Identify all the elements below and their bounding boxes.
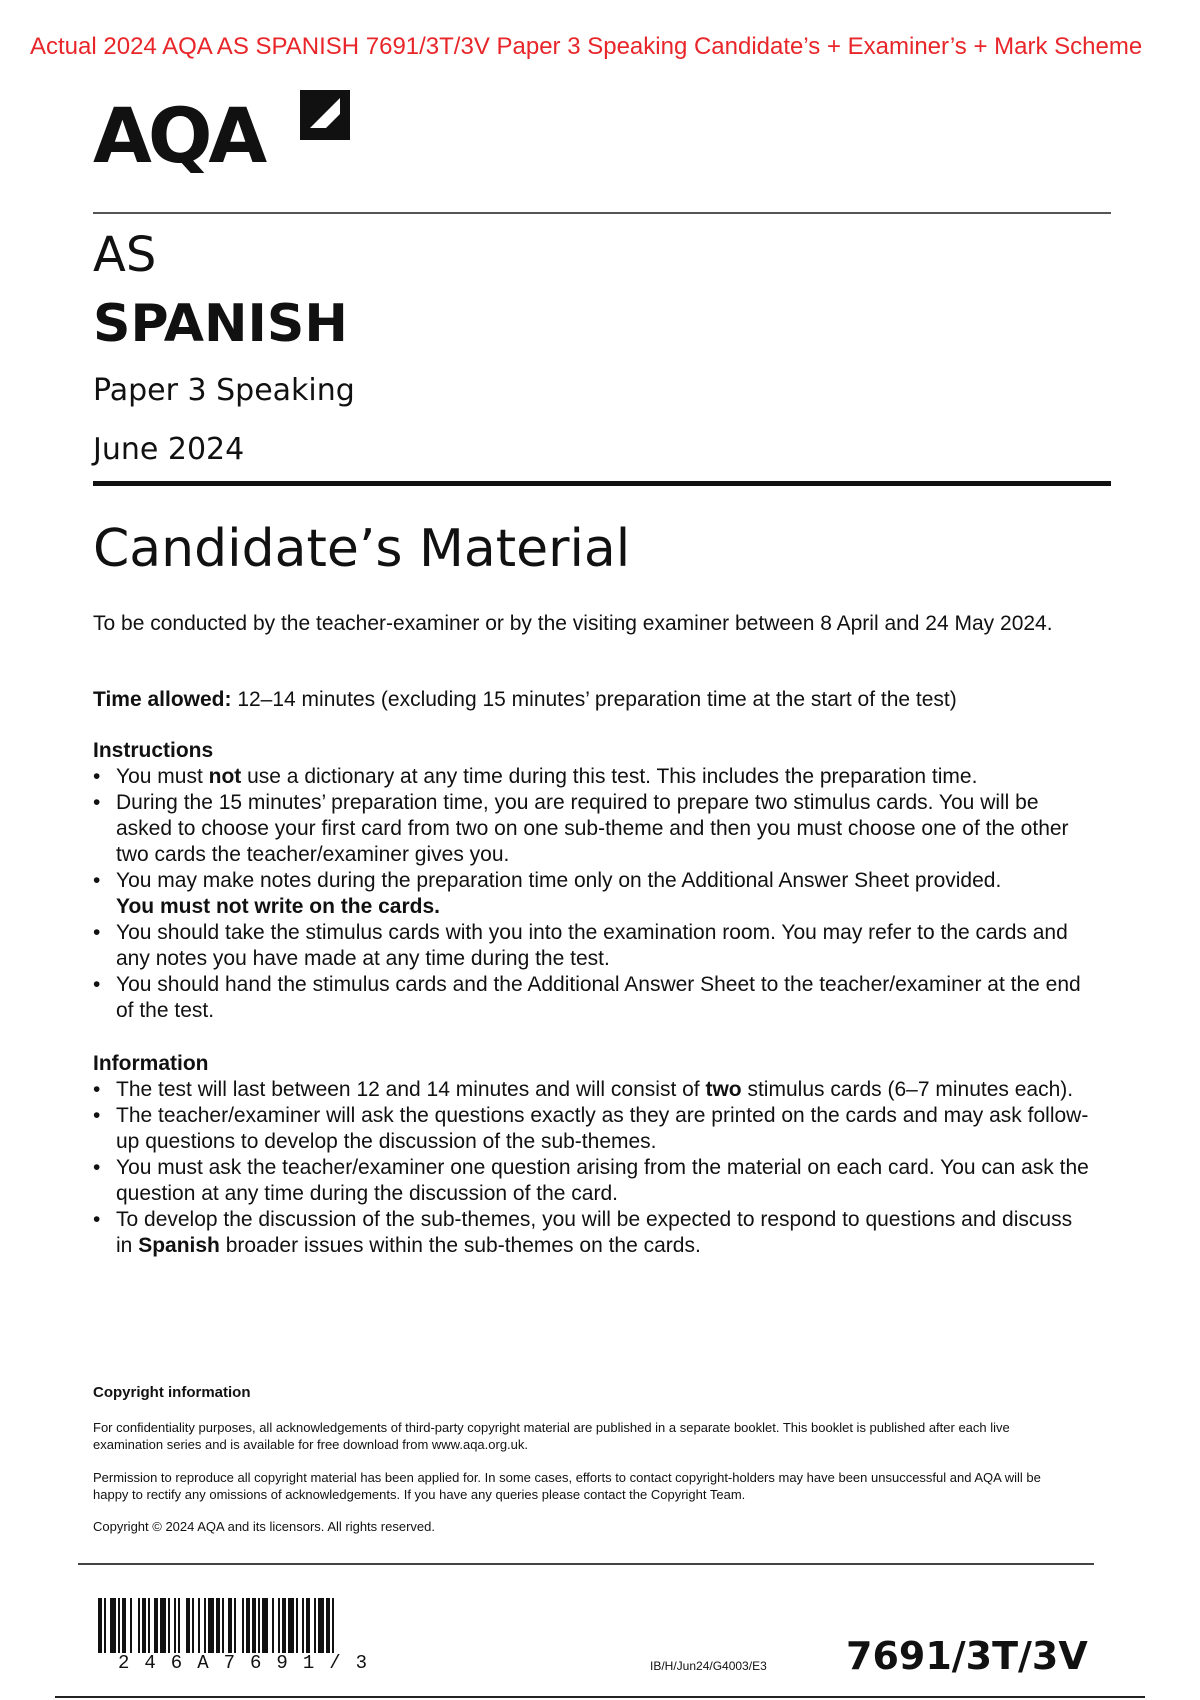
- barcode-bar: [98, 1598, 102, 1653]
- information-emphasis: two: [705, 1078, 742, 1101]
- barcode-bar: [288, 1598, 294, 1653]
- page-bottom-rule: [55, 1696, 1145, 1698]
- barcode-bar: [160, 1598, 166, 1653]
- information-text: stimulus cards (6–7 minutes each).: [741, 1078, 1074, 1101]
- barcode-bar: [246, 1598, 250, 1653]
- aqa-logo-text: AQA: [93, 91, 264, 180]
- information-text: To develop the discussion of the sub-themes, you will be expected to respond to questions and discuss in: [116, 1208, 1073, 1257]
- time-allowed: [93, 687, 1093, 713]
- conduct-statement: To be conducted by the teacher-examiner or by the visiting examiner between 8 April and 24 May 2024.: [93, 612, 1053, 635]
- barcode-digits: 246A7691/3: [118, 1652, 383, 1674]
- document-banner-title: Actual 2024 AQA AS SPANISH 7691/3T/3V Paper 3 Speaking Candidate’s + Examiner’s + Mark Scheme: [30, 33, 1143, 60]
- instruction-text: You must: [116, 765, 209, 788]
- information-text: broader issues within the sub-themes on the cards.: [219, 1234, 701, 1257]
- barcode-bar: [208, 1598, 214, 1653]
- barcode-bar: [198, 1598, 200, 1653]
- instruction-item: [93, 764, 1093, 790]
- instruction-item: [93, 868, 1093, 920]
- barcode-bar: [272, 1598, 274, 1653]
- instruction-item: • You should hand the stimulus cards and the Additional Answer Sheet to the teacher/examiner at the end of the test.: [93, 972, 1093, 1024]
- paper-code: 7691/3T/3V: [846, 1634, 1088, 1678]
- barcode-bar: [314, 1598, 316, 1653]
- information-text: The test will last between 12 and 14 minutes and will consist of: [116, 1078, 706, 1101]
- barcode-bar: [130, 1598, 132, 1653]
- barcode-bar: [154, 1598, 158, 1653]
- information-item: [93, 1077, 1093, 1103]
- instruction-text: You may make notes during the preparation time only on the Additional Answer Sheet provided.: [116, 869, 1002, 892]
- instruction-item: • You should take the stimulus cards with you into the examination room. You may refer to the cards and any notes you have made at any time during the test.: [93, 920, 1093, 972]
- barcode-bar: [118, 1598, 120, 1653]
- barcode-bar: [258, 1598, 260, 1653]
- instruction-text: use a dictionary at any time during this test. This includes the preparation time.: [241, 765, 978, 788]
- barcode-bar: [168, 1598, 170, 1653]
- barcode-bar: [252, 1598, 256, 1653]
- instruction-emphasis: You must not write on the cards.: [116, 895, 440, 918]
- copyright-confidentiality: For confidentiality purposes, all acknowledgements of third-party copyright material are published in a separate booklet. This booklet is published after each live examination series and is available for free download from www.aqa.org.uk.: [93, 1420, 1010, 1452]
- footer-divider: [78, 1563, 1094, 1565]
- barcode-bar: [222, 1598, 224, 1653]
- barcode-bar: [142, 1598, 146, 1653]
- instructions-list: [93, 764, 1093, 1024]
- instruction-item: • During the 15 minutes’ preparation time, you are required to prepare two stimulus cards. You will be asked to choose your first card from two on one sub-theme and then you must choose one of the other two cards the teacher/examiner gives you.: [93, 790, 1093, 868]
- copyright-notice: Copyright © 2024 AQA and its licensors. All rights reserved.: [93, 1519, 435, 1534]
- paper-title: Paper 3 Speaking: [93, 373, 355, 408]
- time-allowed-label: Time allowed:: [93, 688, 232, 711]
- barcode-bar: [104, 1598, 106, 1653]
- barcode-bar: [178, 1598, 180, 1653]
- instruction-emphasis: not: [208, 765, 242, 788]
- barcode-bar: [138, 1598, 140, 1653]
- information-emphasis: Spanish: [138, 1234, 220, 1257]
- barcode-bar: [216, 1598, 220, 1653]
- time-allowed-value: 12–14 minutes (excluding 15 minutes’ preparation time at the start of the test): [231, 688, 957, 711]
- aqa-logo-mark-icon: [296, 88, 352, 144]
- information-item: • The teacher/examiner will ask the questions exactly as they are printed on the cards and may ask follow-up questions to develop the discussion of the sub-themes.: [93, 1103, 1093, 1155]
- barcode-bar: [192, 1598, 194, 1653]
- barcode-bar: [204, 1598, 206, 1653]
- header-divider-thin: [93, 212, 1111, 214]
- barcode-icon: [98, 1598, 428, 1653]
- barcode-bar: [306, 1598, 310, 1653]
- information-list: [93, 1077, 1093, 1259]
- material-title: Candidate’s Material: [93, 519, 631, 579]
- barcode-bar: [326, 1598, 330, 1653]
- aqa-logo: [93, 88, 393, 183]
- job-reference: IB/H/Jun24/G4003/E3: [650, 1659, 767, 1673]
- copyright-permission: Permission to reproduce all copyright material has been applied for. In some cases, efforts to contact copyright-holders may have been unsuccessful and AQA will be happy to rectify any omissions of acknowledgements. If you have any queries please contact the Copyright Team.: [93, 1470, 1041, 1502]
- barcode-bar: [296, 1598, 298, 1653]
- barcode-bar: [186, 1598, 190, 1653]
- information-heading: Information: [93, 1052, 209, 1075]
- instructions-heading: Instructions: [93, 739, 214, 762]
- information-item: [93, 1207, 1093, 1259]
- barcode-bar: [262, 1598, 268, 1653]
- barcode-bar: [242, 1598, 244, 1653]
- barcode-bar: [318, 1598, 324, 1653]
- barcode-bar: [302, 1598, 304, 1653]
- barcode-bar: [282, 1598, 286, 1653]
- barcode-bar: [174, 1598, 176, 1653]
- barcode-bar: [228, 1598, 232, 1653]
- copyright-heading: Copyright information: [93, 1384, 251, 1401]
- exam-date: June 2024: [93, 432, 245, 467]
- barcode-bar: [110, 1598, 116, 1653]
- barcode-bar: [148, 1598, 150, 1653]
- qualification-level: AS: [93, 227, 157, 283]
- header-divider-thick: [93, 481, 1111, 486]
- barcode-bar: [122, 1598, 126, 1653]
- barcode-bar: [332, 1598, 334, 1653]
- subject-title: SPANISH: [93, 294, 348, 354]
- information-item: • You must ask the teacher/examiner one question arising from the material on each card. You can ask the question at any time during the discussion of the card.: [93, 1155, 1093, 1207]
- barcode-bar: [234, 1598, 236, 1653]
- barcode-bar: [278, 1598, 280, 1653]
